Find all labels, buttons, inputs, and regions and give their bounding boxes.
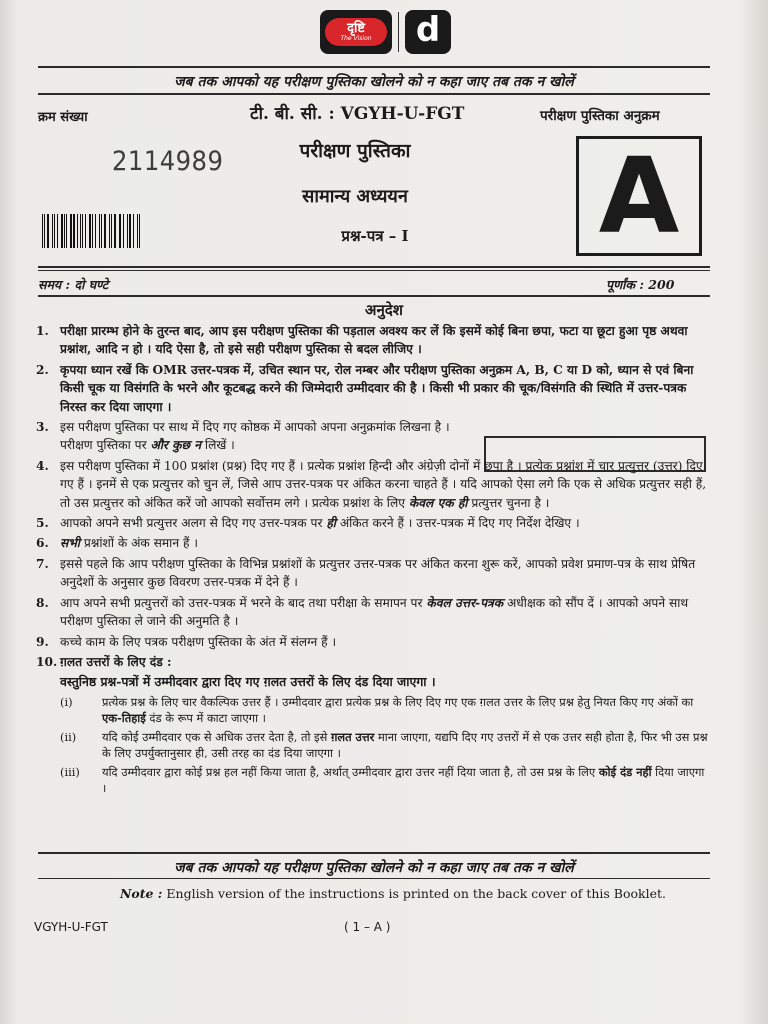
- divider: [38, 266, 710, 268]
- divider: [38, 852, 710, 854]
- instruction-item: 4. इस परीक्षण पुस्तिका में 100 प्रश्नांश (प्रश्न) दिए गए हैं । प्रत्येक प्रश्नांश हिन्दी और अंग्रेज़ी दोनों में छपा है । प्रत्येक प्रश्नांश में चार प्रत्युत्तर (उत्तर) दिए गए हैं । इनमें से एक प्रत्युत्तर को चुन लें, जिसे आप उत्तर-पत्रक पर अंकित करना चाहते हैं । यदि आपको ऐसा लगे कि एक से अधिक प्रत्युत्तर सही हैं, तो उस प्रत्युत्तर को अंकित करें जो आपको सर्वोत्तम लगे । प्रत्येक प्रश्नांश के लिए केवल एक ही प्रत्युत्तर चुनना है ।: [36, 458, 707, 510]
- drishti-logo-tagline: The Vision: [340, 35, 372, 42]
- barcode-bar: [109, 214, 110, 248]
- instruction-item: 10. ग़लत उत्तरों के लिए दंड :: [36, 654, 172, 669]
- barcode-bar: [80, 214, 81, 248]
- instruction-item: 6. सभी प्रश्नांशों के अंक समान हैं ।: [36, 536, 198, 551]
- barcode-bar: [73, 214, 74, 248]
- divider: [38, 878, 710, 879]
- series-label: परीक्षण पुस्तिका अनुक्रम: [540, 108, 660, 124]
- d-logo: [405, 10, 451, 54]
- drishti-logo: [320, 10, 392, 54]
- drishti-logo-text: दृष्टि: [347, 21, 365, 36]
- d-logo-letter: d: [415, 10, 441, 50]
- instruction-item: 9. कच्चे काम के लिए पत्रक परीक्षण पुस्तिका के अंत में संलग्न हैं ।: [36, 634, 337, 649]
- divider: [38, 93, 710, 95]
- barcode-bar: [47, 214, 49, 248]
- barcode: [42, 214, 142, 248]
- divider: [38, 270, 710, 271]
- logo-divider: [398, 12, 399, 52]
- bottom-warning: जब तक आपको यह परीक्षण पुस्तिका खोलने को न कहा जाए तब तक न खोलें: [174, 860, 574, 876]
- instruction-item: 5. आपको अपने सभी प्रत्युत्तर अलग से दिए गए उत्तर-पत्रक पर ही अंकित करने हैं । उत्तर-पत्रक में दिए गए निर्देश देखिए ।: [36, 516, 580, 531]
- series-letter: A: [598, 135, 680, 257]
- barcode-bar: [64, 214, 65, 248]
- penalty-item: (i) प्रत्येक प्रश्न के लिए चार वैकल्पिक उत्तर हैं । उम्मीदवार द्वारा प्रत्येक प्रश्न के लिए दिए गए एक ग़लत उत्तर के लिए प्रश्न हेतु नियत किए गए अंकों का एक-तिहाई दंड के रूप में काटा जाएगा ।: [60, 694, 694, 726]
- paper-number: प्रश्न-पत्र – I: [341, 227, 409, 245]
- instruction-item: 3. इस परीक्षण पुस्तिका पर साथ में दिए गए कोष्ठक में आपको अपना अनुक्रमांक लिखना है । परीक्षण पुस्तिका पर और कुछ न लिखें ।: [36, 420, 450, 453]
- footer-code: VGYH-U-FGT: [34, 920, 108, 934]
- divider: [38, 66, 710, 68]
- barcode-bar: [101, 214, 102, 248]
- barcode-bar: [104, 214, 106, 248]
- tbc-code: टी. बी. सी. : VGYH-U-FGT: [250, 104, 465, 124]
- top-warning: जब तक आपको यह परीक्षण पुस्तिका खोलने को न कहा जाए तब तक न खोलें: [174, 74, 574, 90]
- barcode-bar: [119, 214, 120, 248]
- time-allowed: समय : दो घण्टे: [38, 277, 109, 292]
- instruction-item: 1. परीक्षा प्रारम्भ होने के तुरन्त बाद, आप इस परीक्षण पुस्तिका की पड़ताल अवश्य कर लें कि इसमें कोई बिना छपा, फटा या छूटा हुआ पृष्ठ अथवा प्रश्नांश, आदि न हो । यदि ऐसा है, तो इसे सही परीक्षण पुस्तिका से बदल लीजिए ।: [36, 324, 688, 357]
- instruction-item: 7. इससे पहले कि आप परीक्षण पुस्तिका के विभिन्न प्रश्नांशों के प्रत्युत्तर उत्तर-पत्रक पर अंकित करना शुरू करें, आपको प्रवेश प्रमाण-पत्र के साथ प्रेषित अनुदेशों के अनुसार कुछ विवरण उत्तर-पत्रक में देने हैं ।: [36, 556, 696, 590]
- serial-number: 2114989: [112, 146, 224, 177]
- barcode-bar: [111, 214, 112, 248]
- barcode-bar: [127, 214, 128, 248]
- instruction-item: 8. आप अपने सभी प्रत्युत्तरों को उत्तर-पत्रक में भरने के बाद तथा परीक्षा के समापन पर केवल उत्तर-पत्रक अधीक्षक को सौंप दें । आपको अपने साथ परीक्षण पुस्तिका ले जाने की अनुमति है ।: [36, 595, 689, 629]
- barcode-bar: [77, 214, 78, 248]
- penalty-intro: वस्तुनिष्ठ प्रश्न-पत्रों में उम्मीदवार द्वारा दिए गए ग़लत उत्तरों के लिए दंड दिया जाएगा ।: [60, 674, 436, 690]
- barcode-bar: [123, 214, 124, 248]
- barcode-bar: [120, 214, 121, 248]
- series-box: [576, 136, 702, 256]
- barcode-bar: [133, 214, 134, 248]
- barcode-bar: [95, 214, 96, 248]
- max-marks: पूर्णांक : 200: [606, 277, 675, 292]
- barcode-bar: [42, 214, 43, 248]
- barcode-bar: [92, 214, 93, 248]
- booklet-title: परीक्षण पुस्तिका: [299, 140, 411, 162]
- logo: [320, 8, 451, 56]
- subject-title: सामान्य अध्ययन: [302, 186, 408, 207]
- english-note: [38, 886, 748, 901]
- instructions-list: [36, 322, 712, 797]
- note-label: Note :: [119, 886, 163, 901]
- penalty-item: (ii) यदि कोई उम्मीदवार एक से अधिक उत्तर देता है, तो इसे ग़लत उत्तर माना जाएगा, यद्यपि दिए गए उत्तरों में से एक उत्तर सही होता है, फिर भी उस प्रश्न के लिए उपर्युक्तानुसार ही, उसी तरह का दंड दिया जाएगा ।: [60, 729, 708, 761]
- penalty-item: (iii) यदि उम्मीदवार द्वारा कोई प्रश्न हल नहीं किया जाता है, अर्थात् उम्मीदवार द्वारा उत्तर नहीं दिया जाता है, तो उस प्रश्न के लिए कोई दंड नहीं दिया जाएगा ।: [60, 764, 705, 796]
- divider: [38, 295, 710, 297]
- note-text: English version of the instructions is printed on the back cover of this Booklet.: [162, 886, 667, 901]
- page-number: ( 1 – A ): [344, 920, 391, 934]
- barcode-bar: [89, 214, 91, 248]
- barcode-bar: [44, 214, 45, 248]
- barcode-bar: [85, 214, 86, 248]
- barcode-bar: [52, 214, 53, 248]
- barcode-bar: [70, 214, 72, 248]
- barcode-bar: [57, 214, 58, 248]
- serial-label: क्रम संख्या: [38, 110, 88, 125]
- barcode-bar: [129, 214, 131, 248]
- barcode-bar: [66, 214, 67, 248]
- barcode-bar: [99, 214, 100, 248]
- barcode-bar: [82, 214, 83, 248]
- barcode-bar: [137, 214, 138, 248]
- barcode-bar: [54, 214, 55, 248]
- instructions-heading: अनुदेश: [365, 301, 403, 319]
- barcode-bar: [139, 214, 140, 248]
- barcode-bar: [61, 214, 62, 248]
- barcode-bar: [114, 214, 115, 248]
- instruction-item: 2. कृपया ध्यान रखें कि OMR उत्तर-पत्रक में, उचित स्थान पर, रोल नम्बर और परीक्षण पुस्तिका अनुक्रम A, B, C या D को, ध्यान से एवं बिना किसी चूक या विसंगति के भरने और कूटबद्ध करने की जिम्मेदारी उम्मीदवार की है । किसी भी प्रकार की चूक/विसंगति की स्थिति में उत्तर-पत्रक निरस्त कर दिया जाएगा ।: [36, 362, 694, 414]
